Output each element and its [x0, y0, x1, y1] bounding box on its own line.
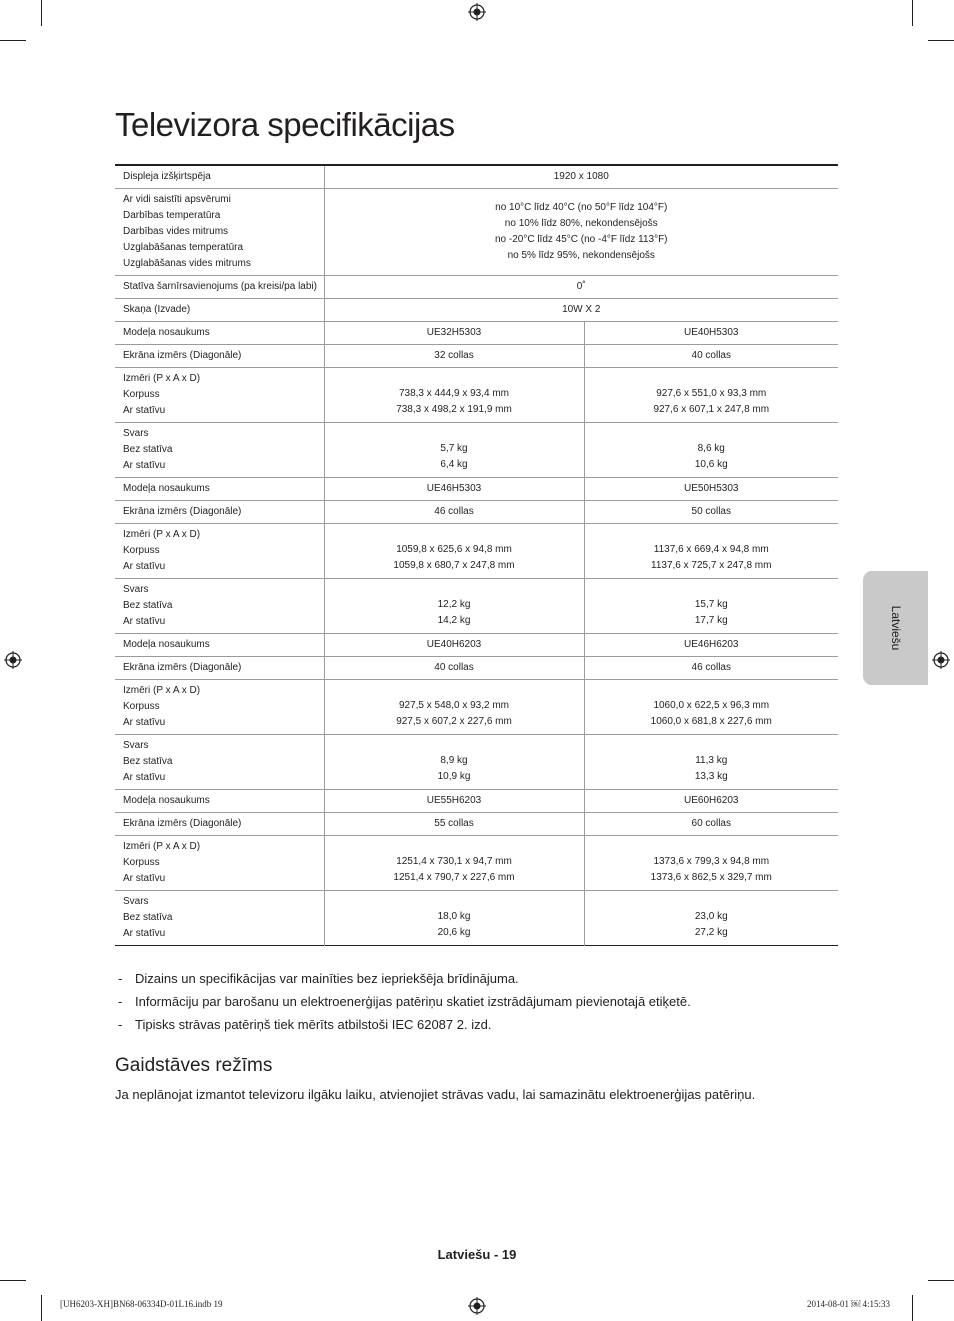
spec-value: 10,6 kg [694, 459, 728, 470]
spec-label: Ar statīvu [123, 405, 166, 416]
registration-mark-icon [468, 1297, 486, 1315]
weight-row [115, 735, 838, 790]
dimensions-row [115, 524, 838, 579]
spec-value-cell [324, 322, 584, 345]
spec-label: Svars [123, 584, 149, 595]
spec-value-cell [584, 423, 838, 478]
model-row [115, 790, 838, 813]
weight-row [115, 579, 838, 634]
spec-value-cell [584, 368, 838, 423]
crop-mark [41, 0, 42, 26]
spec-value: 20,6 kg [437, 927, 471, 938]
spec-label: Bez statīva [123, 912, 173, 923]
section-title: Gaidstāves režīms [115, 1055, 273, 1076]
spec-value-cell [324, 735, 584, 790]
spec-value-cell [584, 634, 838, 657]
spec-value-cell [324, 524, 584, 579]
crop-mark [928, 40, 954, 41]
spec-label-cell [115, 368, 324, 423]
spacer [591, 895, 833, 909]
spacer [591, 739, 833, 753]
spacer [591, 372, 833, 386]
spec-label-cell [115, 189, 324, 276]
spec-value: UE32H5303 [426, 327, 482, 338]
spec-value-cell [324, 368, 584, 423]
note-text: Dizains un specifikācijas var mainīties bez iepriekšēja brīdinājuma. [135, 971, 519, 986]
spec-value-cell [324, 657, 584, 680]
spec-value-cell [324, 680, 584, 735]
spec-value-cell [324, 165, 838, 189]
screen-size-row [115, 813, 838, 836]
spec-value: UE46H5303 [426, 483, 482, 494]
spacer [591, 684, 833, 698]
spec-value-cell [324, 579, 584, 634]
spec-value-cell [324, 189, 838, 276]
spec-label: Ekrāna izmērs (Diagonāle) [123, 818, 242, 829]
spec-value: UE60H6203 [684, 795, 739, 806]
dimensions-row [115, 680, 838, 735]
spec-label: Ar statīvu [123, 561, 166, 572]
spec-value: 46 collas [434, 506, 474, 517]
crop-mark [0, 40, 26, 41]
spec-value-cell [324, 634, 584, 657]
spec-value: 1251,4 x 790,7 x 227,6 mm [393, 872, 515, 883]
spec-label: Bez statīva [123, 444, 173, 455]
spec-value: 40 collas [691, 350, 731, 361]
spec-label-cell [115, 836, 324, 891]
screen-size-row [115, 345, 838, 368]
spec-value: 27,2 kg [694, 927, 728, 938]
spec-label: Modeļa nosaukums [123, 483, 210, 494]
note-item [118, 1016, 691, 1039]
spec-label: Bez statīva [123, 600, 173, 611]
spec-value: no 10% līdz 80%, nekondensējošs [504, 218, 658, 229]
language-side-tab [863, 571, 928, 685]
section-text: Ja neplānojat izmantot televizoru ilgāku laiku, atvienojiet strāvas vadu, lai samazinātu elektroenerģijas patēriņu. [115, 1087, 756, 1102]
spec-value: 8,6 kg [697, 443, 725, 454]
spec-value: 18,0 kg [437, 911, 471, 922]
spacer [591, 528, 833, 542]
spec-label-cell [115, 501, 324, 524]
side-tab-label: Latviešu [888, 605, 903, 651]
spec-value-cell [584, 579, 838, 634]
spec-label-cell [115, 634, 324, 657]
spec-label-cell [115, 891, 324, 946]
spec-value-cell [324, 276, 838, 299]
spec-value: 1060,0 x 681,8 x 227,6 mm [650, 716, 772, 727]
spec-value: 0˚ [576, 281, 586, 292]
spec-label: Ar statīvu [123, 717, 166, 728]
crop-mark [912, 1295, 913, 1321]
crop-mark [0, 1280, 26, 1281]
screen-size-row [115, 657, 838, 680]
spec-label: Izmēri (P x A x D) [123, 685, 201, 696]
spec-row [115, 276, 838, 299]
spec-label: Svars [123, 428, 149, 439]
spec-value: no -20°C līdz 45°C (no -4°F līdz 113°F) [494, 234, 668, 245]
spec-label-cell [115, 524, 324, 579]
crop-mark [41, 1295, 42, 1321]
spec-value: 14,2 kg [437, 615, 471, 626]
spec-value-cell [324, 478, 584, 501]
spec-row [115, 189, 838, 276]
model-row [115, 322, 838, 345]
spec-label: Skaņa (Izvade) [123, 304, 191, 315]
spec-value: 8,9 kg [440, 755, 468, 766]
page-number: Latviešu - 19 [437, 1247, 517, 1262]
spec-value: 1920 x 1080 [553, 171, 609, 182]
crop-mark [912, 0, 913, 26]
spec-value: 738,3 x 444,9 x 93,4 mm [398, 388, 510, 399]
spec-value: no 10°C līdz 40°C (no 50°F līdz 104°F) [495, 202, 668, 213]
spec-label: Korpuss [123, 701, 160, 712]
spec-value: 1059,8 x 625,6 x 94,8 mm [396, 544, 512, 555]
spec-row [115, 165, 838, 189]
note-dash: - [118, 1017, 123, 1032]
print-date-info: 2014-08-01 ￼ 4:15:33 [807, 1299, 890, 1309]
spec-label: Uzglabāšanas vides mitrums [123, 258, 251, 269]
spacer [331, 372, 578, 386]
page-title: Televizora specifikācijas [115, 106, 455, 143]
spec-value-cell [324, 813, 584, 836]
spec-label-cell [115, 478, 324, 501]
spacer [591, 427, 833, 441]
spec-value-cell [324, 891, 584, 946]
weight-row [115, 891, 838, 946]
spec-value-cell [324, 790, 584, 813]
spec-value: 17,7 kg [694, 615, 728, 626]
spec-value: 5,7 kg [440, 443, 468, 454]
spec-value: no 5% līdz 95%, nekondensējošs [507, 250, 655, 261]
spec-label: Modeļa nosaukums [123, 639, 210, 650]
spec-value: 60 collas [691, 818, 731, 829]
spacer [331, 583, 578, 597]
spec-value-cell [584, 836, 838, 891]
screen-size-row [115, 501, 838, 524]
spec-value: 1060,0 x 622,5 x 96,3 mm [653, 700, 770, 711]
spacer [331, 895, 578, 909]
spec-value-cell [584, 524, 838, 579]
spec-value: 738,3 x 498,2 x 191,9 mm [396, 404, 512, 415]
spec-value: UE55H6203 [426, 795, 482, 806]
spec-label: Svars [123, 896, 149, 907]
model-row [115, 634, 838, 657]
spec-label: Statīva šarnīrsavienojums (pa kreisi/pa labi) [123, 281, 317, 292]
spec-value-cell [324, 345, 584, 368]
spec-value: 1137,6 x 725,7 x 247,8 mm [651, 560, 772, 571]
spec-value: 12,2 kg [437, 599, 471, 610]
spec-label: Bez statīva [123, 756, 173, 767]
spec-value: 55 collas [434, 818, 474, 829]
spec-value: UE40H6203 [426, 639, 482, 650]
spacer [331, 739, 578, 753]
spec-label-cell [115, 790, 324, 813]
spacer [591, 840, 833, 854]
spec-value-cell [584, 735, 838, 790]
spacer [331, 427, 578, 441]
spec-label-cell [115, 579, 324, 634]
spec-label: Ar statīvu [123, 772, 166, 783]
spec-value-cell [584, 322, 838, 345]
spec-label-cell [115, 680, 324, 735]
spec-label: Izmēri (P x A x D) [123, 841, 201, 852]
spec-label: Ar vidi saistīti apsvērumi [123, 194, 231, 205]
spec-label: Ar statīvu [123, 460, 166, 471]
note-item [118, 970, 691, 993]
spec-value: 13,3 kg [694, 771, 728, 782]
spec-value-cell [584, 657, 838, 680]
spec-value: 23,0 kg [694, 911, 728, 922]
spec-value-cell [584, 478, 838, 501]
spec-label: Korpuss [123, 389, 160, 400]
spec-label: Uzglabāšanas temperatūra [123, 242, 244, 253]
spec-value: 32 collas [434, 350, 474, 361]
spec-label: Ar statīvu [123, 616, 166, 627]
weight-row [115, 423, 838, 478]
spec-label: Ekrāna izmērs (Diagonāle) [123, 350, 242, 361]
spec-label: Korpuss [123, 545, 160, 556]
spec-value: 50 collas [691, 506, 731, 517]
spacer [591, 583, 833, 597]
registration-mark-icon [468, 3, 486, 21]
spec-value: 46 collas [691, 662, 731, 673]
spec-label: Ar statīvu [123, 928, 166, 939]
spec-value: UE50H5303 [684, 483, 739, 494]
spec-value: 1137,6 x 669,4 x 94,8 mm [653, 544, 769, 555]
spec-label: Modeļa nosaukums [123, 795, 210, 806]
spec-value: 927,5 x 607,2 x 227,6 mm [396, 716, 512, 727]
spec-value: 1251,4 x 730,1 x 94,7 mm [396, 856, 512, 867]
spec-value: 6,4 kg [440, 459, 468, 470]
spacer [331, 528, 578, 542]
spec-value: 1059,8 x 680,7 x 247,8 mm [393, 560, 515, 571]
spec-label: Ar statīvu [123, 873, 166, 884]
spec-row [115, 299, 838, 322]
registration-mark-icon [932, 651, 950, 669]
spec-value: 10W X 2 [562, 304, 601, 315]
spec-value: UE40H5303 [684, 327, 739, 338]
spec-value-cell [324, 299, 838, 322]
spec-label: Modeļa nosaukums [123, 327, 210, 338]
note-dash: - [118, 994, 123, 1009]
spec-value-cell [584, 680, 838, 735]
print-file-info: [UH6203-XH]BN68-06334D-01L16.indb 19 [60, 1299, 223, 1309]
spec-value-cell [324, 836, 584, 891]
spec-value-cell [584, 891, 838, 946]
note-item [118, 993, 691, 1016]
spec-value: 927,6 x 607,1 x 247,8 mm [653, 404, 770, 415]
spec-label-cell [115, 657, 324, 680]
spec-value: 1373,6 x 862,5 x 329,7 mm [650, 872, 772, 883]
spacer [331, 684, 578, 698]
spec-value-cell [584, 345, 838, 368]
note-text: Tipisks strāvas patēriņš tiek mērīts atbilstoši IEC 62087 2. izd. [135, 1017, 492, 1032]
spec-label: Displeja izšķirtspēja [123, 171, 211, 182]
note-dash: - [118, 971, 123, 986]
spec-value-cell [324, 423, 584, 478]
crop-mark [928, 1280, 954, 1281]
spec-value: 927,5 x 548,0 x 93,2 mm [398, 700, 510, 711]
spec-label-cell [115, 276, 324, 299]
spec-value: 1373,6 x 799,3 x 94,8 mm [653, 856, 770, 867]
spec-label-cell [115, 813, 324, 836]
model-row [115, 478, 838, 501]
note-text: Informāciju par barošanu un elektroenerģijas patēriņu skatiet izstrādājumam pievienotajā etiķetē. [135, 994, 691, 1009]
spec-value: 15,7 kg [694, 599, 728, 610]
spec-value-cell [584, 813, 838, 836]
notes-list [118, 970, 691, 1039]
registration-mark-icon [4, 651, 22, 669]
spec-value: 927,6 x 551,0 x 93,3 mm [656, 388, 767, 399]
spec-label-cell [115, 423, 324, 478]
spec-label-cell [115, 322, 324, 345]
spec-label: Izmēri (P x A x D) [123, 373, 201, 384]
dimensions-row [115, 368, 838, 423]
spec-label-cell [115, 735, 324, 790]
spec-label-cell [115, 299, 324, 322]
spec-value-cell [584, 790, 838, 813]
dimensions-row [115, 836, 838, 891]
spec-label: Ekrāna izmērs (Diagonāle) [123, 662, 242, 673]
spec-label: Korpuss [123, 857, 160, 868]
spec-label-cell [115, 345, 324, 368]
spec-label-cell [115, 165, 324, 189]
spec-table [115, 164, 838, 946]
spec-value-cell [324, 501, 584, 524]
spec-value: 11,3 kg [695, 755, 728, 766]
spec-value: 10,9 kg [437, 771, 471, 782]
spec-label: Svars [123, 740, 149, 751]
spec-value: UE46H6203 [684, 639, 739, 650]
spec-label: Ekrāna izmērs (Diagonāle) [123, 506, 242, 517]
spec-label: Darbības temperatūra [123, 210, 221, 221]
spec-value: 40 collas [434, 662, 474, 673]
spec-label: Darbības vides mitrums [123, 226, 229, 237]
spacer [331, 840, 578, 854]
spec-label: Izmēri (P x A x D) [123, 529, 201, 540]
spec-value-cell [584, 501, 838, 524]
